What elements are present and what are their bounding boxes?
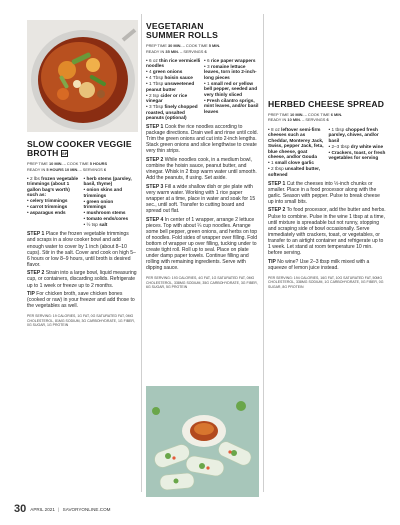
broth-step [27, 231, 137, 268]
ingredient-amount: 2 tbsp [270, 166, 284, 172]
ingredient-name: small clove garlic [274, 160, 314, 166]
ingredient-name: dry white wine [350, 143, 384, 149]
step-label: STEP 3 [146, 183, 164, 190]
broth-recipe [27, 140, 137, 328]
spread-ingredients [268, 127, 386, 178]
ingredient-amount: 8 oz [270, 126, 280, 132]
ingredient-amount: 1 tbsp [331, 126, 345, 132]
ingredient-amount: 4 Tbsp [148, 75, 164, 81]
page-number: 30 [14, 503, 27, 515]
ingredient-name: unsweetened peanut butter [146, 81, 195, 92]
rolls-steps [146, 124, 259, 272]
spread-ingredient: • 1 small clove garlic [268, 160, 314, 166]
ingredient-name: salt [99, 222, 108, 228]
broth-photo [27, 20, 138, 132]
ingredient-name: mushroom stems [86, 210, 126, 216]
ingredient-name: small red or yellow bell pepper, seeded and very thinly sliced [204, 80, 258, 97]
ingredient-name: finely chopped roasted, unsalted peanuts (optional) [146, 104, 198, 121]
site-url[interactable]: SAVORYONLINE.COM [62, 507, 111, 512]
spread-ingredient: • 2 tbsp unsalted butter, softened [268, 166, 320, 177]
ingredient-name: asparagus ends [29, 210, 66, 216]
step-label: TIP [268, 258, 276, 265]
spread-meta: PREP TIME 10 MIN. – COOK TIME 6 MIN. READY IN 10 MIN. – SERVINGS 6 [268, 112, 343, 123]
ingredient-name: celery trimmings [29, 198, 68, 204]
rolls-ingredient: • 3 Tbsp finely chopped roasted, unsalted peanuts (optional) [146, 104, 198, 121]
broth-ingredient: • asparagus ends [27, 210, 66, 216]
ingredient-amount: 6 oz [148, 57, 158, 63]
ingredient-name: tomato ends/cores [86, 216, 129, 222]
step-text: While noodles cook, in a medium bowl, combine the hoisin sauce, peanut butter, and vinegar. Whisk in 2 tbsp warm water until smooth. Add the peanuts, if using. Set aside. [146, 156, 257, 182]
broth-pot-image [27, 20, 138, 132]
broth-nutrition: PER SERVING: 19 CALORIES, 1G FAT, 0G SATURATED FAT, 0MG CHOLESTEROL, 81MG SODIUM, 3G CARBOHYDRATE, 1G FIBER, 0G SUGAR, 1G PROTEIN [27, 314, 135, 328]
ingredient-name: frozen vegetable trimmings (about 1 gallon bag's worth) such as: [27, 175, 79, 198]
rolls-step [146, 157, 259, 181]
broth-ingredient: • mushroom stems [83, 210, 126, 216]
broth-ingredient: • carrot trimmings [27, 204, 68, 210]
step-label: STEP 1 [268, 180, 286, 187]
step-label: STEP 4 [146, 216, 164, 223]
spread-step [268, 207, 386, 256]
spread-recipe [268, 100, 386, 289]
broth-ingredients [27, 176, 137, 229]
column-divider-2 [263, 14, 264, 492]
ingredient-name: chopped fresh parsley, chives, and/or basil [328, 126, 379, 143]
summer-rolls-photo [146, 386, 259, 497]
ingredient-name: unsalted butter, softened [268, 166, 320, 177]
spread-step [268, 259, 386, 271]
rolls-step [146, 184, 259, 214]
step-text: In center of 1 wrapper, arrange 2 lettuce pieces. Top with about ¼ cup noodles. Arrange some bell pepper, green onions, and herbs on top of noodles. Fold sides of wrapper over filling. Fold bottom of wrapper up over filling, tucking under to create tight roll. Roll up to seal. Place on plate under damp paper towels. Continue filling and rolling with remaining ingredients. Serve with dipping sauce. [146, 216, 258, 272]
ingredient-amount: 4 [148, 69, 152, 75]
broth-ingredient: • celery trimmings [27, 198, 68, 204]
ingredient-name: romaine lettuce leaves, torn into 2-inch-long pieces [204, 63, 257, 80]
ingredient-name: herb stems (parsley, basil, thyme) [83, 175, 132, 187]
spread-steps [268, 181, 386, 271]
rolls-ingredient: • 1 Tbsp unsweetened peanut butter [146, 81, 195, 92]
step-label: TIP [27, 291, 35, 298]
broth-ingredient: • 2 lbs frozen vegetable trimmings (about 1 gallon bag's worth) such as: [27, 175, 79, 198]
ingredient-name: thin rice vermicelli noodles [146, 57, 201, 69]
ingredient-amount: 1 [206, 80, 210, 86]
step-text: Cook the rice noodles according to package directions. Drain well and rinse until cold. Trim the green onions and cut into 2-inch lengths. Stack green onions and slice lengthwise to create very thin strips. [146, 123, 258, 155]
ingredient-name: onion skins and trimmings [83, 187, 123, 198]
rolls-ingredient: • 4 green onions [146, 69, 183, 75]
step-text: Strain into a large bowl, liquid measuring cup, or containers, discarding solids. Refrigerate up to 1 week or freeze up to 2 months. [27, 270, 137, 289]
ingredient-name: carrot trimmings [29, 204, 68, 210]
broth-title: SLOW COOKER VEGGIE BROTH GF [27, 139, 132, 159]
rolls-ingredient: • 4 Tbsp hoisin sauce [146, 75, 193, 81]
step-text: Fill a wide shallow dish or pie plate with very warm water. Working with 1 rice paper wrapper at a time, place in water and soak for 15 sec., until soft. Transfer to cutting board and spread out flat. [146, 183, 256, 215]
broth-ingredient: • tomato ends/cores [83, 216, 129, 222]
rolls-ingredients [146, 58, 259, 122]
issue-date: APRIL 2021 [30, 507, 55, 512]
broth-ingredient: • green onion trimmings [83, 198, 114, 210]
ingredient-amount: 2–3 tbsp [331, 143, 350, 149]
step-text: Place the frozen vegetable trimmings and scraps in a slow cooker bowl and add enough water to cover by 1 inch (about 8–10 cups). Stir in the salt. Cover and cook on high 5–6 hours or low 8–9 hours, until broth is desired flavor. [27, 231, 136, 268]
step-text: Cut the cheeses into ½-inch chunks or smaller. Place in a food processor along with the garlic. Season with pepper. Pulse to break cheese up into small bits. [268, 180, 380, 205]
step-label: STEP 1 [146, 123, 164, 130]
rolls-ingredient: • 6 rice paper wrappers [204, 57, 256, 63]
ingredient-amount: 3 Tbsp [148, 104, 164, 110]
spread-ingredient: • 8 oz leftover semi-firm cheeses such as Cheddar, Monterey Jack, Swiss, pepper Jack, feta, blue cheese, goat cheese, and/or Gouda [268, 126, 324, 160]
ingredient-amount: 6 [206, 57, 210, 63]
ingredient-name: hoisin sauce [164, 75, 193, 81]
rolls-meta: PREP TIME 30 MIN. – COOK TIME 5 MIN. READY IN 35 MIN. – SERVINGS 6 [146, 43, 221, 54]
ingredient-name: Crackers, toast, or fresh vegetables for serving [328, 149, 386, 161]
ingredient-name: rice paper wrappers [210, 57, 256, 63]
ingredient-name: leftover semi-firm cheeses such as Cheddar, Monterey Jack, Swiss, pepper Jack, feta, blue cheese, goat cheese, and/or Gouda [268, 126, 324, 160]
broth-step [27, 270, 137, 288]
rolls-recipe [146, 22, 259, 290]
rolls-ingredient: • 3 romaine lettuce leaves, torn into 2-inch-long pieces [204, 63, 257, 80]
gluten-free-icon: GF [61, 151, 68, 157]
ingredient-amount: 3 [206, 63, 210, 69]
broth-meta: PREP TIME 10 MIN. – COOK TIME 5 HOURS READY IN 5 HOURS 10 MIN. – SERVINGS 6 [27, 161, 108, 172]
rolls-ingredient: • 2 tsp cider or rice vinegar [146, 92, 188, 104]
ingredient-amount: 1 [270, 160, 274, 166]
broth-ingredient: • onion skins and trimmings [83, 187, 123, 198]
rolls-step [146, 217, 259, 272]
ingredient-name: green onion trimmings [83, 198, 114, 210]
rolls-nutrition: PER SERVING: 193 CALORIES, 4G FAT, 1G SATURATED FAT, 0MG CHOLESTEROL, 338MG SODIUM, 35G CARBOHYDRATE, 3G FIBER, 6G SUGAR, 5G PROTEIN [146, 276, 258, 290]
page-footer [14, 503, 110, 515]
spread-step [268, 181, 386, 205]
step-label: STEP 1 [27, 231, 45, 238]
footer-separator: | [58, 507, 60, 512]
ingredient-name: green onions [152, 69, 183, 75]
spread-ingredient: • Crackers, toast, or fresh vegetables for serving [328, 149, 386, 161]
spread-nutrition: PER SERVING: 194 CALORIES, 16G FAT, 10G SATURATED FAT, 50MG CHOLESTEROL, 338MG SODIUM, 1G CARBOHYDRATE, 0G FIBER, 0G SUGAR, 8G PROTEIN [268, 275, 384, 289]
spread-ingredient: • 2–3 tbsp dry white wine [328, 143, 384, 149]
step-label: STEP 2 [27, 270, 45, 277]
rolls-ingredient: • Fresh cilantro sprigs, mint leaves, and/or basil leaves [204, 97, 259, 114]
ingredient-name: Fresh cilantro sprigs, mint leaves, and/or basil leaves [204, 97, 259, 114]
spread-ingredient: • 1 tbsp chopped fresh parsley, chives, and/or basil [328, 126, 379, 143]
ingredient-name: cider or rice vinegar [146, 92, 188, 104]
broth-steps [27, 231, 137, 309]
rolls-title: VEGETARIAN SUMMER ROLLS [146, 21, 219, 41]
ingredient-amount: 2 lbs [29, 175, 40, 181]
step-text: No wine? Use 2–3 tbsp milk mixed with a squeeze of lemon juice instead. [268, 258, 370, 271]
rolls-step [146, 124, 259, 154]
broth-ingredient: • herb stems (parsley, basil, thyme) [83, 175, 132, 187]
broth-ingredient: • ½ tsp salt [83, 222, 108, 228]
step-label: STEP 2 [146, 156, 164, 163]
broth-step [27, 291, 137, 309]
step-label: STEP 2 [268, 207, 286, 214]
ingredient-amount: ½ tsp [86, 222, 98, 228]
ingredient-amount: 1 Tbsp [148, 81, 164, 87]
spread-title: HERBED CHEESE SPREAD [268, 99, 385, 109]
column-divider-1 [141, 14, 142, 492]
step-text: To food processor, add the butter and herbs. Pulse to combine. Pulse in the wine 1 tbsp at a time, until mixture is spreadable but not runny, stopping and scraping side of bowl occasionally. Serve immediately with crackers, toast, or vegetables, or transfer to an airtight container and refrigerate up to 1 week. Let stand at room temperature 10 min. before serving. [268, 207, 386, 257]
summer-rolls-image [146, 386, 259, 497]
rolls-ingredient: • 6 oz thin rice vermicelli noodles [146, 57, 201, 69]
step-text: For chicken broth, save chicken bones (cooked or raw) in your freezer and add those to the vegetables as well. [27, 291, 135, 310]
ingredient-amount: 2 tsp [148, 92, 160, 98]
rolls-ingredient: • 1 small red or yellow bell pepper, seeded and very thinly sliced [204, 80, 258, 97]
